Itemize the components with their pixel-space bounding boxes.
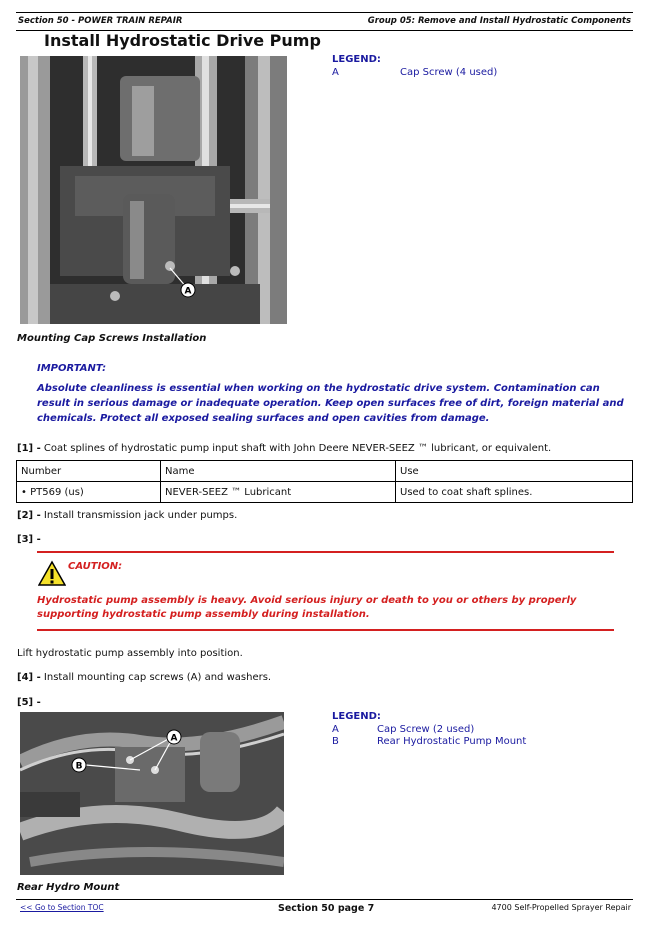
book-title: 4700 Self-Propelled Sprayer Repair bbox=[491, 903, 631, 912]
pump-photo bbox=[20, 56, 287, 324]
caution-title: CAUTION: bbox=[68, 561, 123, 572]
legend-key-b: B bbox=[332, 736, 339, 747]
table-header: Number bbox=[17, 461, 161, 482]
important-title: IMPORTANT: bbox=[37, 363, 107, 374]
table-cell: Used to coat shaft splines. bbox=[396, 482, 633, 503]
step-4 bbox=[17, 672, 271, 683]
tool-table bbox=[16, 460, 633, 503]
legend-title: LEGEND: bbox=[332, 711, 381, 722]
important-text: Absolute cleanliness is essential when working on the hydrostatic drive system. Contamination can result in serious damage or inadequate operation. Keep open surfaces free of dirt, foreign material and chemicals. Protect all exposed sealing surfaces and open cavities from damage. bbox=[37, 383, 624, 424]
rear-mount-photo bbox=[20, 712, 284, 875]
page-header bbox=[16, 12, 633, 31]
table-header: Name bbox=[161, 461, 396, 482]
step-number: [3] - bbox=[17, 534, 41, 545]
table-header: Use bbox=[396, 461, 633, 482]
step-1 bbox=[17, 443, 551, 454]
pump-photo-drawing bbox=[20, 56, 287, 324]
warning-icon bbox=[38, 560, 66, 586]
table-cell: • PT569 (us) bbox=[17, 482, 161, 503]
step-2 bbox=[17, 510, 237, 521]
figure-caption: Mounting Cap Screws Installation bbox=[17, 333, 207, 344]
step-5 bbox=[17, 697, 41, 708]
step-number: [4] - bbox=[17, 672, 41, 683]
table-header-row bbox=[17, 461, 633, 482]
callout-a: A bbox=[170, 733, 178, 744]
section-toc-link[interactable]: << Go to Section TOC bbox=[20, 903, 104, 912]
step-text: Install mounting cap screws (A) and washers. bbox=[43, 672, 272, 683]
step-number: [1] - bbox=[17, 443, 41, 454]
header-section: Section 50 - POWER TRAIN REPAIR bbox=[18, 16, 183, 26]
header-group: Group 05: Remove and Install Hydrostatic Components bbox=[367, 16, 631, 26]
page-number: Section 50 page 7 bbox=[278, 903, 375, 914]
legend-key-a: A bbox=[332, 724, 339, 735]
legend-title: LEGEND: bbox=[332, 54, 381, 65]
table-row bbox=[17, 482, 633, 503]
step-number: [2] - bbox=[17, 510, 41, 521]
callout-a: A bbox=[184, 286, 192, 297]
legend-text-a: Cap Screw (2 used) bbox=[377, 724, 475, 735]
callout-b: B bbox=[75, 761, 83, 772]
step-text: Install transmission jack under pumps. bbox=[43, 510, 238, 521]
rear-mount-photo-drawing bbox=[20, 712, 284, 875]
legend-key-a: A bbox=[332, 67, 339, 78]
page-footer bbox=[16, 899, 633, 918]
figure-caption: Rear Hydro Mount bbox=[17, 882, 120, 893]
caution-top-line bbox=[37, 551, 614, 553]
step-number: [5] - bbox=[17, 697, 41, 708]
table-cell: NEVER-SEEZ ™ Lubricant bbox=[161, 482, 396, 503]
legend-text-b: Rear Hydrostatic Pump Mount bbox=[377, 736, 527, 747]
caution-bottom-line bbox=[37, 629, 614, 631]
step-3-text: Lift hydrostatic pump assembly into position. bbox=[17, 648, 243, 659]
legend-text-a: Cap Screw (4 used) bbox=[400, 67, 498, 78]
caution-text: Hydrostatic pump assembly is heavy. Avoid serious injury or death to you or others by properly supporting hydrostatic pump assembly during installation. bbox=[37, 595, 577, 620]
step-3 bbox=[17, 534, 41, 545]
page-title: Install Hydrostatic Drive Pump bbox=[44, 31, 321, 50]
step-text: Coat splines of hydrostatic pump input shaft with John Deere NEVER-SEEZ ™ lubricant, or equivalent. bbox=[43, 443, 552, 454]
